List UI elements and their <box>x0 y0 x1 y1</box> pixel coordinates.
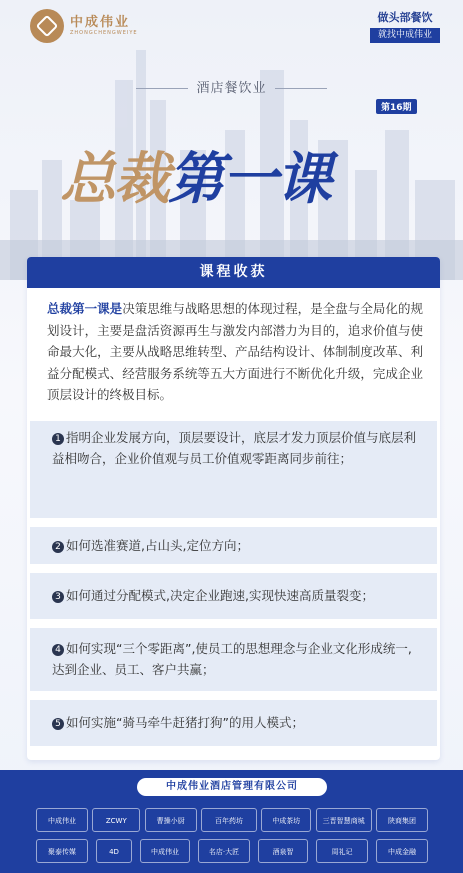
list-item-text: 如何实施“骑马牵牛赶猪打狗”的用人模式； <box>66 715 304 730</box>
number-icon: 4 <box>52 644 64 656</box>
main-title <box>60 135 330 215</box>
brand-logo: 周礼记 <box>316 839 368 863</box>
brand-logo: 酒泉智 <box>258 839 308 863</box>
brand-row-2 <box>36 839 428 863</box>
brand-logo: 中成伟业 <box>36 808 88 832</box>
intro-lead: 总裁第一课是 <box>47 301 123 316</box>
footer-company: 中成伟业酒店管理有限公司 <box>137 778 327 796</box>
list-item <box>30 527 437 564</box>
list-item <box>30 700 437 746</box>
brand-logo: 中成茶坊 <box>261 808 311 832</box>
section-header: 课程收获 <box>27 257 440 288</box>
brand-logo: 曹操小厨 <box>145 808 197 832</box>
title-part2: 第一课 <box>168 147 330 212</box>
number-icon: 5 <box>52 718 64 730</box>
list-item-text: 如何实现“三个零距离”,使员工的思想理念与企业文化形成统一,达到企业、员工、客户共赢； <box>52 641 412 677</box>
brand-logo: 陕商集团 <box>376 808 428 832</box>
title-part1: 总裁 <box>60 147 168 212</box>
logo-en: ZHONGCHENGWEIYE <box>70 30 138 36</box>
brand-logo: 三晋智慧商城 <box>316 808 372 832</box>
slogan-line2: 就找中成伟业 <box>370 28 440 43</box>
brand-logo: 聚泰传媒 <box>36 839 88 863</box>
number-icon: 2 <box>52 541 64 553</box>
industry-label: 酒店餐饮业 <box>0 77 463 96</box>
list-item <box>30 421 437 518</box>
number-icon: 1 <box>52 433 64 445</box>
intro-body: 决策思维与战略思想的体现过程，是全盘与全局化的规划设计，主要是盘活资源再生与激发内部潜力为目的，追求价值与使命最大化，主要从战略思维转型、产品结构设计、体制制度改革、利益分配模式、经营服务系统等五大方面进行不断优化升级，完成企业顶层设计的终极目标。 <box>47 301 423 402</box>
issue-badge: 第16期 <box>376 99 417 114</box>
list-item-text: 指明企业发展方向，顶层要设计，底层才发力顶层价值与底层利益相吻合，企业价值观与员工价值观零距离同步前往； <box>52 430 417 466</box>
brand-logo: 4D <box>96 839 132 863</box>
logo-emblem-icon <box>30 9 64 43</box>
list-item <box>30 573 437 619</box>
brand-logo: 中成金融 <box>376 839 428 863</box>
list-item-text: 如何通过分配模式,决定企业跑速,实现快速高质量裂变； <box>66 588 374 603</box>
brand-row-1 <box>36 808 428 832</box>
slogan-line1: 做头部餐饮 <box>377 11 433 24</box>
slogan-tag <box>370 10 440 43</box>
number-icon: 3 <box>52 591 64 603</box>
list-item <box>30 628 437 691</box>
intro-paragraph <box>47 298 423 406</box>
list-item-text: 如何选准赛道,占山头,定位方向； <box>66 538 249 553</box>
brand-logo: 中成伟业 <box>140 839 190 863</box>
company-logo <box>30 9 138 43</box>
brand-logo: ZCWY <box>92 808 140 832</box>
brand-logo: 名店·大匠 <box>198 839 250 863</box>
brand-logo: 百年药坊 <box>201 808 257 832</box>
logo-name: 中成伟业 <box>70 15 131 30</box>
